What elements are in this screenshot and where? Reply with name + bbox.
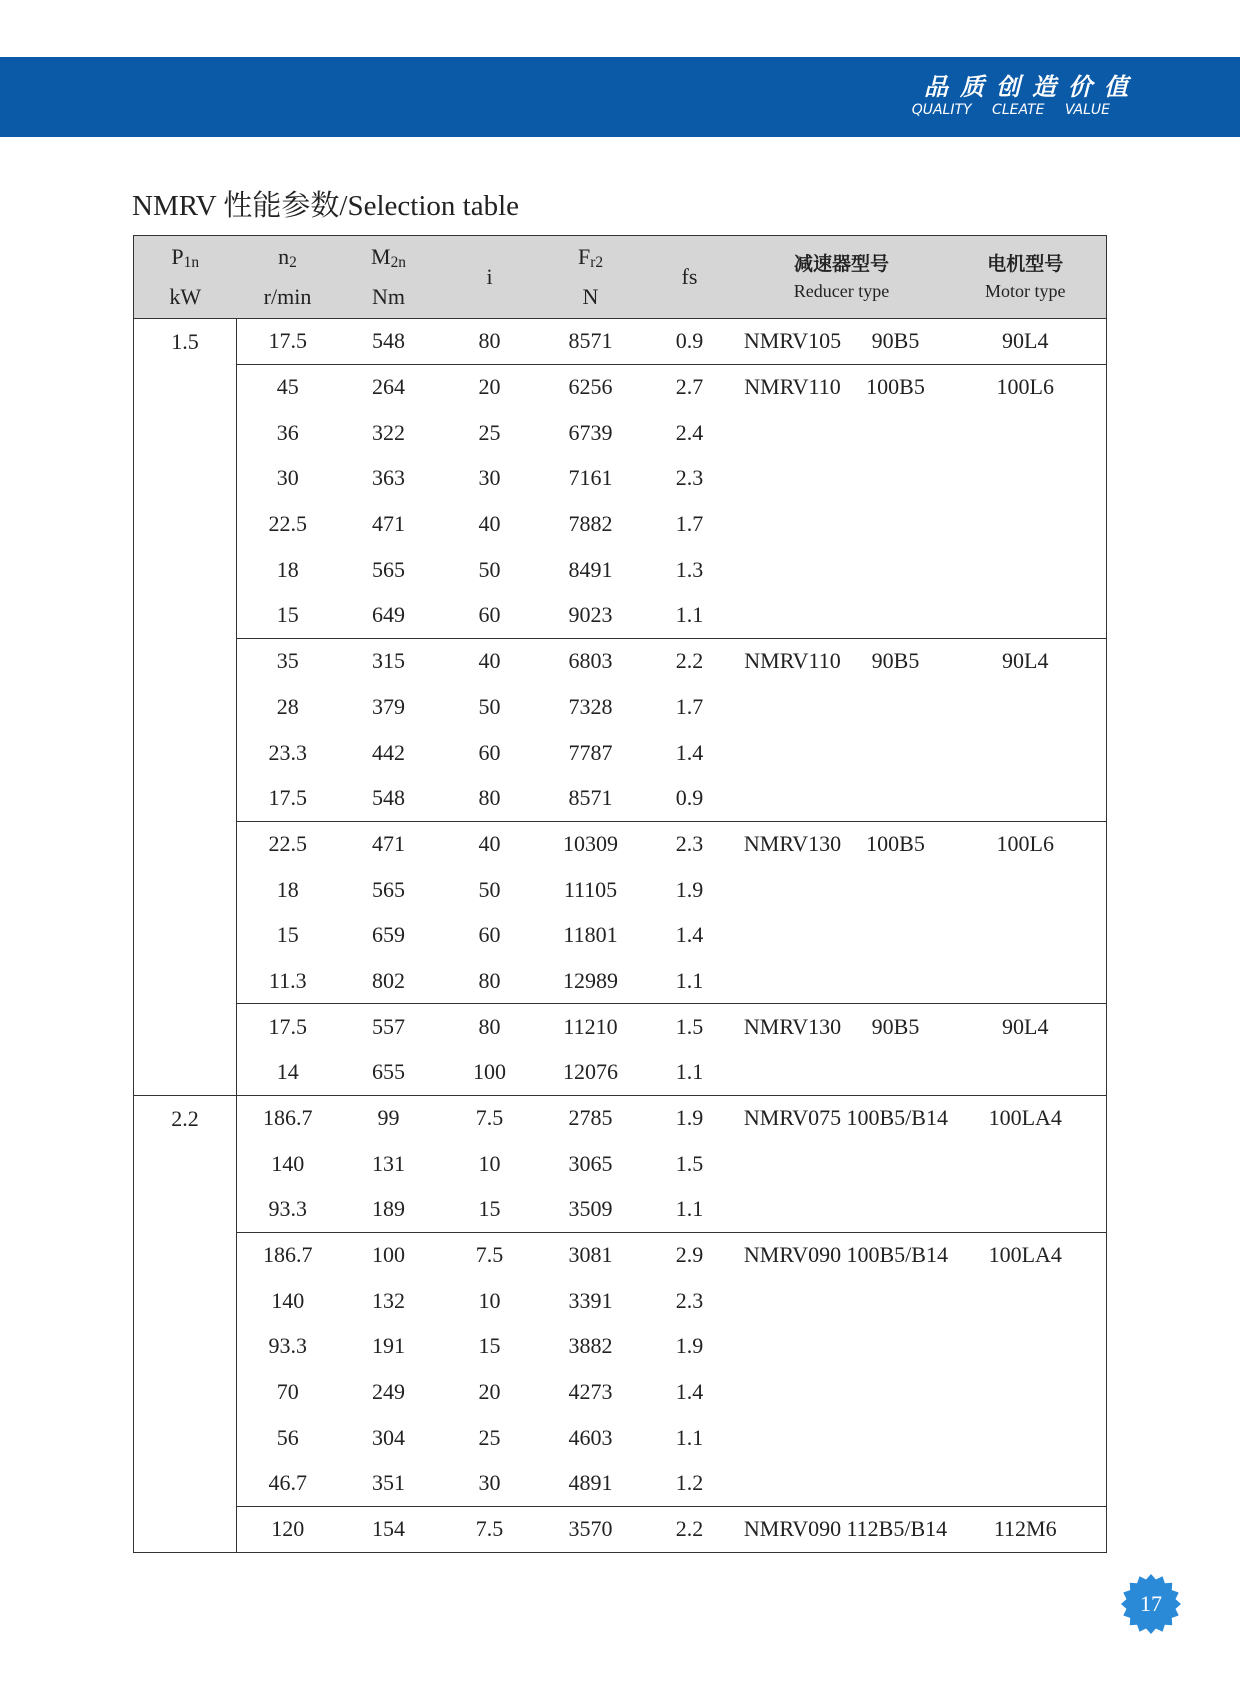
i-cell: 7.5: [439, 1506, 541, 1552]
motor-cell: [945, 730, 1107, 776]
flange-cell: [847, 410, 945, 456]
m2n-cell: 557: [339, 1004, 439, 1050]
reducer-cell: NMRV110: [739, 638, 847, 684]
fr2-cell: 3065: [568, 1150, 613, 1176]
fs-cell: 1.9: [675, 876, 704, 902]
m2n-cell: 379: [372, 693, 405, 719]
i-cell: 40: [439, 638, 541, 684]
reducer-cell: [739, 1141, 847, 1187]
motor-cell: 100L6: [945, 364, 1107, 410]
table-row: [134, 319, 1107, 365]
reducer-cell: [739, 456, 847, 502]
fr2-cell: 4891: [568, 1470, 613, 1496]
i-cell: 50: [478, 556, 501, 582]
table-row: [134, 410, 1107, 456]
flange-cell: 90B5: [847, 1004, 945, 1050]
fs-cell: 2.9: [641, 1232, 739, 1278]
flange-cell: [847, 547, 945, 593]
fr2-cell: 7787: [568, 739, 613, 765]
m2n-cell: 471: [372, 511, 405, 537]
header-banner: [0, 57, 1240, 137]
n2-cell: 140: [271, 1287, 305, 1313]
fs-cell: 1.9: [641, 1095, 739, 1141]
i-cell: 30: [478, 465, 501, 491]
n2-cell: 186.7: [237, 1232, 339, 1278]
reducer-cell: [739, 1187, 847, 1233]
fs-cell: 1.5: [641, 1004, 739, 1050]
n2-cell: 140: [271, 1150, 305, 1176]
reducer-cell: [739, 1050, 847, 1096]
flange-cell: 90B5: [847, 638, 945, 684]
i-cell: 15: [478, 1196, 501, 1222]
n2-cell: 120: [237, 1506, 339, 1552]
reducer-cell: [739, 1278, 847, 1324]
motor-cell: [945, 867, 1107, 913]
fs-cell: 2.2: [641, 1506, 739, 1552]
motor-cell: [945, 775, 1107, 821]
flange-cell: [847, 958, 945, 1004]
i-cell: 60: [478, 602, 501, 628]
flange-cell: [847, 501, 945, 547]
reducer-cell: NMRV130: [739, 1004, 847, 1050]
m2n-cell: 565: [372, 556, 405, 582]
reducer-cell: NMRV105: [739, 319, 847, 365]
fr2-cell: 6803: [541, 638, 641, 684]
table-row: [134, 1050, 1107, 1096]
fr2-cell: 11210: [541, 1004, 641, 1050]
fs-cell: 1.4: [675, 739, 704, 765]
n2-cell: 35: [237, 638, 339, 684]
m2n-cell: 249: [372, 1379, 405, 1405]
slogan-cn: 品质创造价值: [924, 73, 1140, 101]
fs-cell: 1.1: [675, 1196, 704, 1222]
fs-cell: 2.3: [641, 821, 739, 867]
motor-cell: 100LA4: [945, 1095, 1107, 1141]
fr2-cell: 6739: [568, 419, 613, 445]
table-row: [134, 1278, 1107, 1324]
i-cell: 7.5: [439, 1232, 541, 1278]
motor-cell: 100L6: [945, 821, 1107, 867]
i-cell: 80: [439, 319, 541, 365]
motor-cell: [945, 456, 1107, 502]
flange-cell: [847, 912, 945, 958]
fs-cell: 1.1: [675, 602, 704, 628]
table-row: [134, 867, 1107, 913]
reducer-cell: NMRV090: [739, 1506, 847, 1552]
motor-cell: [945, 1461, 1107, 1507]
motor-cell: [945, 958, 1107, 1004]
n2-cell: 46.7: [268, 1470, 307, 1496]
motor-cell: 90L4: [945, 1004, 1107, 1050]
i-cell: 25: [478, 419, 501, 445]
m2n-cell: 131: [372, 1150, 405, 1176]
table-row: [134, 730, 1107, 776]
motor-cell: 112M6: [945, 1506, 1107, 1552]
i-cell: 40: [478, 511, 501, 537]
m2n-cell: 132: [372, 1287, 405, 1313]
page-title: NMRV 性能参数/Selection table: [132, 190, 519, 222]
n2-cell: 14: [276, 1059, 299, 1085]
flange-cell: [847, 1461, 945, 1507]
page-number: 17: [1140, 1591, 1162, 1616]
fr2-cell: 3570: [541, 1506, 641, 1552]
m2n-cell: 100: [339, 1232, 439, 1278]
fs-cell: 0.9: [675, 784, 704, 810]
table-row: [134, 1461, 1107, 1507]
i-cell: 60: [478, 739, 501, 765]
fs-cell: 2.7: [641, 364, 739, 410]
fs-cell: 1.1: [675, 967, 704, 993]
n2-cell: 17.5: [268, 784, 307, 810]
table-row: [134, 501, 1107, 547]
reducer-cell: [739, 775, 847, 821]
fr2-cell: 10309: [541, 821, 641, 867]
table-row: [134, 1324, 1107, 1370]
fr2-cell: 3882: [568, 1333, 613, 1359]
flange-cell: 90B5: [847, 319, 945, 365]
m2n-cell: 442: [372, 739, 405, 765]
n2-cell: 15: [276, 922, 299, 948]
flange-cell: 100B5/B14: [847, 1232, 945, 1278]
fr2-cell: 4273: [568, 1379, 613, 1405]
m2n-cell: 363: [372, 465, 405, 491]
motor-cell: [945, 912, 1107, 958]
col-p1n: $P_{1n}$ kW: [134, 236, 237, 319]
motor-cell: [945, 1324, 1107, 1370]
fr2-cell: 3509: [568, 1196, 613, 1222]
reducer-cell: [739, 1461, 847, 1507]
m2n-cell: 548: [339, 319, 439, 365]
i-cell: 100: [473, 1059, 506, 1085]
table-row: [134, 1232, 1107, 1278]
n2-cell: 36: [276, 419, 299, 445]
table-row: [134, 684, 1107, 730]
reducer-cell: [739, 593, 847, 639]
m2n-cell: 471: [339, 821, 439, 867]
flange-cell: 112B5/B14: [847, 1506, 945, 1552]
motor-cell: [945, 501, 1107, 547]
n2-cell: 23.3: [268, 739, 307, 765]
reducer-cell: NMRV075: [739, 1095, 847, 1141]
fr2-cell: 7882: [568, 511, 613, 537]
m2n-cell: 649: [372, 602, 405, 628]
i-cell: 50: [478, 693, 501, 719]
n2-cell: 22.5: [237, 821, 339, 867]
flange-cell: [847, 775, 945, 821]
flange-cell: [847, 684, 945, 730]
flange-cell: [847, 593, 945, 639]
flange-cell: 100B5: [847, 364, 945, 410]
fr2-cell: 3391: [568, 1287, 613, 1313]
m2n-cell: 99: [339, 1095, 439, 1141]
m2n-cell: 655: [372, 1059, 405, 1085]
i-cell: 20: [478, 1379, 501, 1405]
motor-cell: [945, 547, 1107, 593]
flange-cell: [847, 1415, 945, 1461]
table-row: [134, 1369, 1107, 1415]
n2-cell: 11.3: [268, 967, 307, 993]
flange-cell: [847, 1324, 945, 1370]
table-row: [134, 912, 1107, 958]
fs-cell: 1.2: [675, 1470, 704, 1496]
fr2-cell: 8571: [541, 319, 641, 365]
fs-cell: 1.7: [675, 511, 704, 537]
fs-cell: 1.4: [675, 1379, 704, 1405]
reducer-cell: [739, 501, 847, 547]
fs-cell: 1.3: [675, 556, 704, 582]
i-cell: 60: [478, 922, 501, 948]
table-row: [134, 1095, 1107, 1141]
col-i: i: [439, 236, 541, 319]
flange-cell: [847, 1187, 945, 1233]
table-row: [134, 593, 1107, 639]
n2-cell: 17.5: [237, 319, 339, 365]
table-row: [134, 364, 1107, 410]
m2n-cell: 264: [339, 364, 439, 410]
table-row: [134, 1004, 1107, 1050]
table-row: [134, 456, 1107, 502]
motor-cell: [945, 1050, 1107, 1096]
fr2-cell: 3081: [541, 1232, 641, 1278]
table-row: [134, 1187, 1107, 1233]
table-row: [134, 547, 1107, 593]
slogan-en-word: QUALITY: [911, 102, 972, 118]
m2n-cell: 189: [372, 1196, 405, 1222]
reducer-cell: [739, 684, 847, 730]
n2-cell: 70: [276, 1379, 299, 1405]
col-fr2: $F_{r2}$ N: [541, 236, 641, 319]
power-cell: 1.5: [134, 319, 237, 1096]
motor-cell: [945, 1187, 1107, 1233]
fs-cell: 1.4: [675, 922, 704, 948]
slogan-en: [896, 102, 1110, 118]
selection-table: [133, 235, 1107, 1553]
m2n-cell: 659: [372, 922, 405, 948]
i-cell: 7.5: [439, 1095, 541, 1141]
fr2-cell: 12076: [563, 1059, 618, 1085]
fr2-cell: 11801: [563, 922, 618, 948]
m2n-cell: 565: [372, 876, 405, 902]
flange-cell: [847, 867, 945, 913]
table-row: [134, 1506, 1107, 1552]
i-cell: 20: [439, 364, 541, 410]
slogan-en-word: VALUE: [1064, 102, 1110, 118]
i-cell: 10: [478, 1150, 501, 1176]
reducer-cell: [739, 1369, 847, 1415]
motor-cell: [945, 593, 1107, 639]
fr2-cell: 8571: [568, 784, 613, 810]
col-fs: fs: [641, 236, 739, 319]
fr2-cell: 12989: [563, 967, 618, 993]
table-row: [134, 775, 1107, 821]
n2-cell: 18: [276, 556, 299, 582]
reducer-cell: [739, 730, 847, 776]
n2-cell: 56: [276, 1424, 299, 1450]
i-cell: 40: [439, 821, 541, 867]
i-cell: 80: [478, 784, 501, 810]
header-row: [134, 236, 1107, 319]
reducer-cell: NMRV130: [739, 821, 847, 867]
flange-cell: [847, 1050, 945, 1096]
flange-cell: 100B5/B14: [847, 1095, 945, 1141]
n2-cell: 17.5: [237, 1004, 339, 1050]
fs-cell: 1.5: [675, 1150, 704, 1176]
col-reducer-type: 减速器型号 Reducer type: [739, 236, 945, 319]
table-row: [134, 638, 1107, 684]
i-cell: 50: [478, 876, 501, 902]
i-cell: 25: [478, 1424, 501, 1450]
motor-cell: [945, 1141, 1107, 1187]
fs-cell: 2.3: [675, 1287, 704, 1313]
motor-cell: 90L4: [945, 638, 1107, 684]
col-motor-type: 电机型号 Motor type: [945, 236, 1107, 319]
reducer-cell: [739, 867, 847, 913]
fs-cell: 2.2: [641, 638, 739, 684]
col-n2: $n_2$ r/min: [237, 236, 339, 319]
n2-cell: 28: [276, 693, 299, 719]
fs-cell: 2.4: [675, 419, 704, 445]
fr2-cell: 7328: [568, 693, 613, 719]
m2n-cell: 304: [372, 1424, 405, 1450]
fr2-cell: 7161: [568, 465, 613, 491]
motor-cell: 100LA4: [945, 1232, 1107, 1278]
reducer-cell: NMRV110: [739, 364, 847, 410]
m2n-cell: 322: [372, 419, 405, 445]
flange-cell: 100B5: [847, 821, 945, 867]
m2n-cell: 802: [372, 967, 405, 993]
n2-cell: 30: [276, 465, 299, 491]
motor-cell: [945, 1415, 1107, 1461]
fr2-cell: 9023: [568, 602, 613, 628]
flange-cell: [847, 730, 945, 776]
n2-cell: 93.3: [268, 1196, 307, 1222]
table-row: [134, 821, 1107, 867]
table-body: [134, 319, 1107, 1553]
flange-cell: [847, 1369, 945, 1415]
table-row: [134, 958, 1107, 1004]
n2-cell: 45: [237, 364, 339, 410]
i-cell: 30: [478, 1470, 501, 1496]
reducer-cell: NMRV090: [739, 1232, 847, 1278]
reducer-cell: [739, 1324, 847, 1370]
reducer-cell: [739, 1415, 847, 1461]
m2n-cell: 351: [372, 1470, 405, 1496]
m2n-cell: 154: [339, 1506, 439, 1552]
n2-cell: 22.5: [268, 511, 307, 537]
fr2-cell: 2785: [541, 1095, 641, 1141]
col-m2n: $M_{2n}$ Nm: [339, 236, 439, 319]
n2-cell: 18: [276, 876, 299, 902]
table-row: [134, 1141, 1107, 1187]
fs-cell: 1.7: [675, 693, 704, 719]
n2-cell: 93.3: [268, 1333, 307, 1359]
i-cell: 10: [478, 1287, 501, 1313]
reducer-cell: [739, 410, 847, 456]
motor-cell: [945, 1369, 1107, 1415]
fs-cell: 1.9: [675, 1333, 704, 1359]
fs-cell: 1.1: [675, 1424, 704, 1450]
fr2-cell: 8491: [568, 556, 613, 582]
m2n-cell: 315: [339, 638, 439, 684]
n2-cell: 15: [276, 602, 299, 628]
reducer-cell: [739, 547, 847, 593]
slogan-en-word: CLEATE: [992, 102, 1045, 118]
fr2-cell: 11105: [563, 876, 618, 902]
flange-cell: [847, 1141, 945, 1187]
i-cell: 80: [439, 1004, 541, 1050]
flange-cell: [847, 456, 945, 502]
motor-cell: 90L4: [945, 319, 1107, 365]
i-cell: 15: [478, 1333, 501, 1359]
flange-cell: [847, 1278, 945, 1324]
table-row: [134, 1415, 1107, 1461]
fs-cell: 0.9: [641, 319, 739, 365]
i-cell: 80: [478, 967, 501, 993]
fs-cell: 1.1: [675, 1059, 704, 1085]
n2-cell: 186.7: [237, 1095, 339, 1141]
fr2-cell: 4603: [568, 1424, 613, 1450]
reducer-cell: [739, 958, 847, 1004]
fs-cell: 2.3: [675, 465, 704, 491]
m2n-cell: 191: [372, 1333, 405, 1359]
fr2-cell: 6256: [541, 364, 641, 410]
motor-cell: [945, 1278, 1107, 1324]
motor-cell: [945, 410, 1107, 456]
reducer-cell: [739, 912, 847, 958]
motor-cell: [945, 684, 1107, 730]
power-cell: 2.2: [134, 1095, 237, 1552]
m2n-cell: 548: [372, 784, 405, 810]
